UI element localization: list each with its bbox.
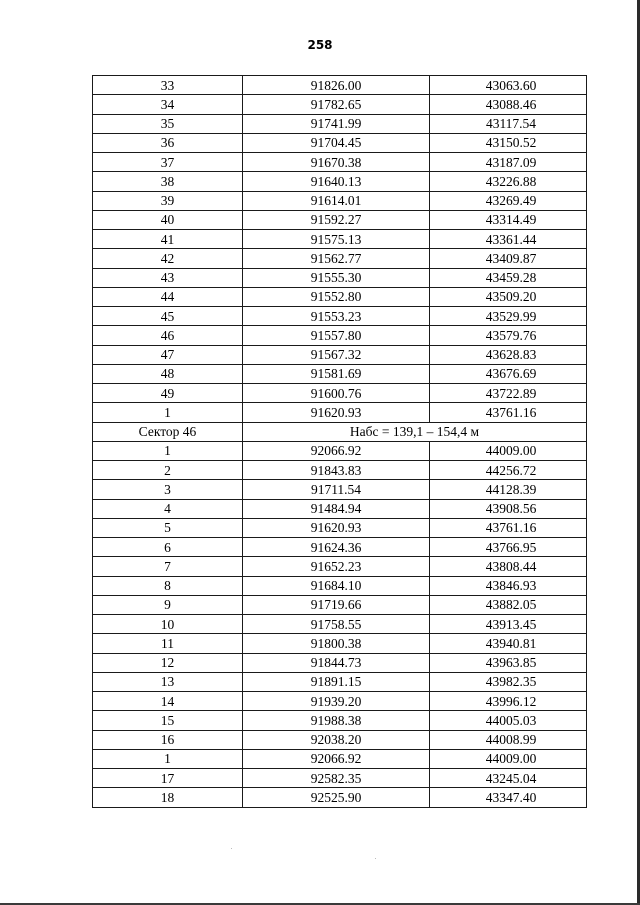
- table-row: [93, 480, 587, 499]
- x-coordinate-cell: 91891.15: [243, 672, 430, 691]
- y-coordinate-cell: 43676.69: [430, 364, 587, 383]
- y-coordinate-cell: 43226.88: [430, 172, 587, 191]
- x-coordinate-cell: 91581.69: [243, 364, 430, 383]
- point-number-cell: 1: [93, 403, 243, 422]
- x-coordinate-cell: 91719.66: [243, 595, 430, 614]
- x-coordinate-cell: 91640.13: [243, 172, 430, 191]
- y-coordinate-cell: 43088.46: [430, 95, 587, 114]
- y-coordinate-cell: 43509.20: [430, 287, 587, 306]
- x-coordinate-cell: 91800.38: [243, 634, 430, 653]
- y-coordinate-cell: 43150.52: [430, 133, 587, 152]
- table-row: [93, 384, 587, 403]
- point-number-cell: 10: [93, 615, 243, 634]
- point-number-cell: 12: [93, 653, 243, 672]
- x-coordinate-cell: 92038.20: [243, 730, 430, 749]
- point-number-cell: 34: [93, 95, 243, 114]
- table-row: [93, 557, 587, 576]
- table-row: [93, 711, 587, 730]
- x-coordinate-cell: 91555.30: [243, 268, 430, 287]
- point-number-cell: 4: [93, 499, 243, 518]
- table-row: [93, 672, 587, 691]
- x-coordinate-cell: 91592.27: [243, 210, 430, 229]
- table-section-part1: [93, 76, 587, 423]
- x-coordinate-cell: 91562.77: [243, 249, 430, 268]
- point-number-cell: 46: [93, 326, 243, 345]
- y-coordinate-cell: 44009.00: [430, 441, 587, 460]
- point-number-cell: 9: [93, 595, 243, 614]
- point-number-cell: 8: [93, 576, 243, 595]
- sector-height-range: Набс = 139,1 – 154,4 м: [243, 422, 587, 441]
- point-number-cell: 42: [93, 249, 243, 268]
- table-row: [93, 230, 587, 249]
- x-coordinate-cell: 91567.32: [243, 345, 430, 364]
- x-coordinate-cell: 91741.99: [243, 114, 430, 133]
- x-coordinate-cell: 91553.23: [243, 307, 430, 326]
- point-number-cell: 7: [93, 557, 243, 576]
- table-row: [93, 441, 587, 460]
- y-coordinate-cell: 43459.28: [430, 268, 587, 287]
- x-coordinate-cell: 91575.13: [243, 230, 430, 249]
- x-coordinate-cell: 91844.73: [243, 653, 430, 672]
- y-coordinate-cell: 43117.54: [430, 114, 587, 133]
- y-coordinate-cell: 43409.87: [430, 249, 587, 268]
- table-section-part2: [93, 441, 587, 807]
- point-number-cell: 48: [93, 364, 243, 383]
- y-coordinate-cell: 43187.09: [430, 153, 587, 172]
- table-row: [93, 76, 587, 95]
- point-number-cell: 13: [93, 672, 243, 691]
- table-row: [93, 749, 587, 768]
- point-number-cell: 39: [93, 191, 243, 210]
- x-coordinate-cell: 91557.80: [243, 326, 430, 345]
- point-number-cell: 11: [93, 634, 243, 653]
- x-coordinate-cell: 91704.45: [243, 133, 430, 152]
- x-coordinate-cell: 91600.76: [243, 384, 430, 403]
- table-row: [93, 364, 587, 383]
- y-coordinate-cell: 43940.81: [430, 634, 587, 653]
- point-number-cell: 1: [93, 749, 243, 768]
- x-coordinate-cell: 91782.65: [243, 95, 430, 114]
- point-number-cell: 3: [93, 480, 243, 499]
- x-coordinate-cell: 91620.93: [243, 518, 430, 537]
- y-coordinate-cell: 43722.89: [430, 384, 587, 403]
- x-coordinate-cell: 92066.92: [243, 749, 430, 768]
- point-number-cell: 47: [93, 345, 243, 364]
- point-number-cell: 14: [93, 692, 243, 711]
- table-row: [93, 653, 587, 672]
- y-coordinate-cell: 43245.04: [430, 769, 587, 788]
- scan-speck: [375, 858, 376, 859]
- point-number-cell: 6: [93, 538, 243, 557]
- y-coordinate-cell: 43982.35: [430, 672, 587, 691]
- x-coordinate-cell: 91758.55: [243, 615, 430, 634]
- point-number-cell: 43: [93, 268, 243, 287]
- point-number-cell: 44: [93, 287, 243, 306]
- y-coordinate-cell: 44008.99: [430, 730, 587, 749]
- table-row: [93, 634, 587, 653]
- table-row: [93, 210, 587, 229]
- table-row: [93, 595, 587, 614]
- y-coordinate-cell: 44128.39: [430, 480, 587, 499]
- x-coordinate-cell: 91826.00: [243, 76, 430, 95]
- table-row: [93, 95, 587, 114]
- point-number-cell: 37: [93, 153, 243, 172]
- y-coordinate-cell: 43963.85: [430, 653, 587, 672]
- x-coordinate-cell: 92582.35: [243, 769, 430, 788]
- point-number-cell: 45: [93, 307, 243, 326]
- y-coordinate-cell: 43766.95: [430, 538, 587, 557]
- y-coordinate-cell: 43347.40: [430, 788, 587, 807]
- table-row: [93, 191, 587, 210]
- table-section-sector-header: [93, 422, 587, 441]
- point-number-cell: 15: [93, 711, 243, 730]
- x-coordinate-cell: 91988.38: [243, 711, 430, 730]
- y-coordinate-cell: 43882.05: [430, 595, 587, 614]
- point-number-cell: 36: [93, 133, 243, 152]
- point-number-cell: 18: [93, 788, 243, 807]
- x-coordinate-cell: 91620.93: [243, 403, 430, 422]
- table-row: [93, 133, 587, 152]
- sector-header-row: [93, 422, 587, 441]
- x-coordinate-cell: 91670.38: [243, 153, 430, 172]
- x-coordinate-cell: 91939.20: [243, 692, 430, 711]
- y-coordinate-cell: 44009.00: [430, 749, 587, 768]
- table-row: [93, 307, 587, 326]
- point-number-cell: 49: [93, 384, 243, 403]
- table-row: [93, 576, 587, 595]
- point-number-cell: 40: [93, 210, 243, 229]
- point-number-cell: 41: [93, 230, 243, 249]
- table-row: [93, 692, 587, 711]
- point-number-cell: 17: [93, 769, 243, 788]
- point-number-cell: 5: [93, 518, 243, 537]
- x-coordinate-cell: 91624.36: [243, 538, 430, 557]
- y-coordinate-cell: 43908.56: [430, 499, 587, 518]
- table-row: [93, 345, 587, 364]
- x-coordinate-cell: 92525.90: [243, 788, 430, 807]
- x-coordinate-cell: 91552.80: [243, 287, 430, 306]
- y-coordinate-cell: 43761.16: [430, 403, 587, 422]
- y-coordinate-cell: 43579.76: [430, 326, 587, 345]
- table-row: [93, 499, 587, 518]
- table-row: [93, 730, 587, 749]
- y-coordinate-cell: 43913.45: [430, 615, 587, 634]
- point-number-cell: 33: [93, 76, 243, 95]
- table-row: [93, 326, 587, 345]
- table-row: [93, 769, 587, 788]
- table-row: [93, 153, 587, 172]
- y-coordinate-cell: 43314.49: [430, 210, 587, 229]
- table-row: [93, 114, 587, 133]
- y-coordinate-cell: 43529.99: [430, 307, 587, 326]
- table-row: [93, 538, 587, 557]
- table-row: [93, 268, 587, 287]
- y-coordinate-cell: 43808.44: [430, 557, 587, 576]
- point-number-cell: 38: [93, 172, 243, 191]
- y-coordinate-cell: 43996.12: [430, 692, 587, 711]
- page-number: 258: [307, 38, 333, 52]
- y-coordinate-cell: 43846.93: [430, 576, 587, 595]
- x-coordinate-cell: 91684.10: [243, 576, 430, 595]
- point-number-cell: 35: [93, 114, 243, 133]
- y-coordinate-cell: 43063.60: [430, 76, 587, 95]
- y-coordinate-cell: 44256.72: [430, 461, 587, 480]
- x-coordinate-cell: 91652.23: [243, 557, 430, 576]
- x-coordinate-cell: 91843.83: [243, 461, 430, 480]
- scan-speck: [231, 848, 232, 849]
- table-row: [93, 461, 587, 480]
- table-row: [93, 615, 587, 634]
- coordinates-table: [92, 75, 587, 808]
- point-number-cell: 16: [93, 730, 243, 749]
- table-row: [93, 249, 587, 268]
- y-coordinate-cell: 43361.44: [430, 230, 587, 249]
- table-row: [93, 788, 587, 807]
- y-coordinate-cell: 43761.16: [430, 518, 587, 537]
- table-row: [93, 403, 587, 422]
- table-row: [93, 172, 587, 191]
- x-coordinate-cell: 91484.94: [243, 499, 430, 518]
- y-coordinate-cell: 44005.03: [430, 711, 587, 730]
- point-number-cell: 2: [93, 461, 243, 480]
- x-coordinate-cell: 91614.01: [243, 191, 430, 210]
- x-coordinate-cell: 91711.54: [243, 480, 430, 499]
- sector-label: Сектор 46: [93, 422, 243, 441]
- x-coordinate-cell: 92066.92: [243, 441, 430, 460]
- table-row: [93, 518, 587, 537]
- y-coordinate-cell: 43269.49: [430, 191, 587, 210]
- point-number-cell: 1: [93, 441, 243, 460]
- y-coordinate-cell: 43628.83: [430, 345, 587, 364]
- table-row: [93, 287, 587, 306]
